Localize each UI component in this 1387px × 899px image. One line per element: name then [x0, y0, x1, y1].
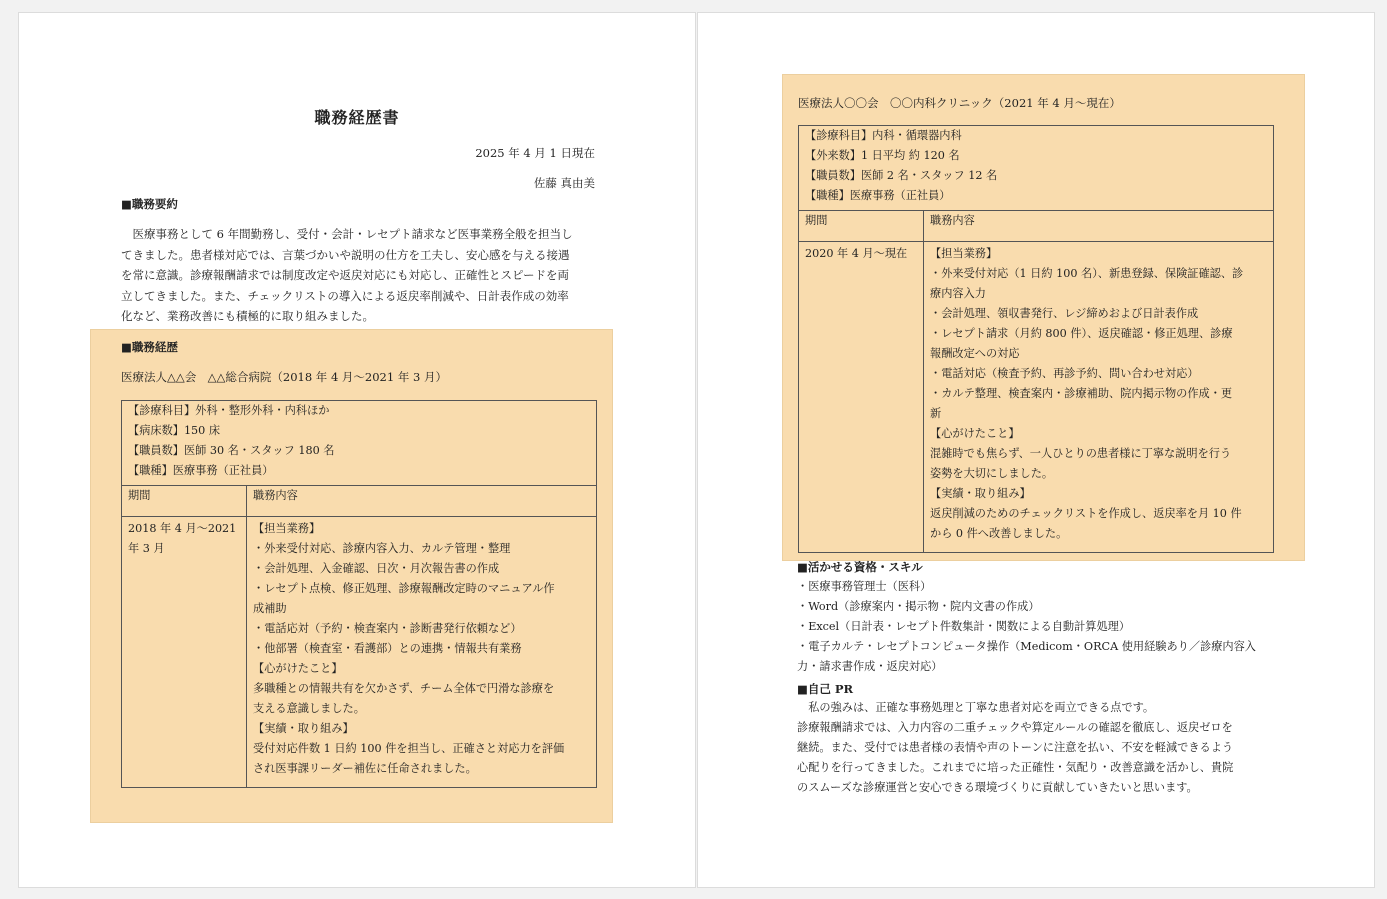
info-line: 【職種】医療事務（正社員） — [128, 464, 274, 477]
summary-heading: ■職務要約 — [121, 197, 178, 211]
content-line: 支える意識しました。 — [253, 702, 365, 715]
content-line: ・レセプト請求（月約 800 件）、返戻確認・修正処理、診療 — [930, 327, 1233, 340]
company-2-table — [798, 125, 1274, 553]
skills-section — [797, 559, 1277, 677]
column-header-period: 期間 — [799, 211, 924, 242]
author-name: 佐藤 真由美 — [533, 176, 595, 190]
career-heading: ■職務経歴 — [121, 340, 178, 354]
career-highlight-1 — [90, 329, 613, 823]
summary-line: 化など、業務改善にも積極的に取り組みました。 — [121, 309, 374, 323]
content-line: 多職種との情報共有を欠かさず、チーム全体で円滑な診療を — [253, 682, 555, 695]
pr-heading: ■自己 PR — [797, 682, 854, 696]
column-header-period: 期間 — [122, 486, 247, 517]
content-line: ・外来受付対応（1 日約 100 名）、新患登録、保険証確認、診 — [930, 267, 1244, 280]
content-line: 【担当業務】 — [253, 522, 321, 535]
skill-item: 力・請求書作成・返戻対応） — [797, 660, 943, 673]
content-cell — [924, 242, 1274, 553]
content-line: され医事課リーダー補佐に任命されました。 — [253, 762, 477, 775]
content-line: 新 — [930, 407, 942, 420]
company-1-name: 医療法人△△会 △△総合病院（2018 年 4 月～2021 年 3 月） — [121, 370, 447, 384]
content-line: 療内容入力 — [930, 287, 986, 300]
content-line: ・レセプト点検、修正処理、診療報酬改定時のマニュアル作 — [253, 582, 555, 595]
content-line: ・電話応対（予約・検査案内・診断書発行依頼など） — [253, 622, 522, 635]
info-line: 【外来数】1 日平均 約 120 名 — [805, 149, 960, 162]
content-line: 【心がけたこと】 — [930, 427, 1020, 440]
skills-heading: ■活かせる資格・スキル — [797, 560, 923, 574]
info-line: 【職種】医療事務（正社員） — [805, 189, 951, 202]
pr-line: 継続。また、受付では患者様の表情や声のトーンに注意を払い、不安を軽減できるよう — [797, 741, 1234, 754]
skill-item: ・電子カルテ・レセプトコンピュータ操作（Medicom・ORCA 使用経験あり／診療内容入 — [797, 640, 1256, 653]
content-line: 成補助 — [253, 602, 287, 615]
column-header-content: 職務内容 — [924, 211, 1274, 242]
period-cell — [122, 517, 247, 788]
pr-line: 心配りを行ってきました。これまでに培った正確性・気配り・改善意識を活かし、貴院 — [797, 761, 1234, 774]
info-line: 【職員数】医師 30 名・スタッフ 180 名 — [128, 444, 335, 457]
period-line: 2020 年 4 月～現在 — [805, 247, 908, 260]
info-line: 【診療科目】内科・循環器内科 — [805, 129, 962, 142]
content-line: 【担当業務】 — [930, 247, 998, 260]
skill-item: ・Word（診療案内・掲示物・院内文書の作成） — [797, 600, 1040, 613]
summary-line: 医療事務として 6 年間勤務し、受付・会計・レセプト請求など医事業務全般を担当し — [121, 227, 573, 241]
content-line: ・電話対応（検査予約、再診予約、問い合わせ対応） — [930, 367, 1199, 380]
summary-line: 立してきました。また、チェックリストの導入による返戻率削減や、日計表作成の効率 — [121, 288, 569, 303]
content-line: 混雑時でも焦らず、一人ひとりの患者様に丁寧な説明を行う — [930, 447, 1232, 460]
company-1-table — [121, 400, 597, 788]
skill-item: ・Excel（日計表・レセプト件数集計・関数による自動計算処理） — [797, 620, 1131, 633]
document-page-left — [18, 12, 696, 888]
period-cell — [799, 242, 924, 553]
content-line: ・カルテ整理、検査案内・診療補助、院内掲示物の作成・更 — [930, 387, 1233, 400]
summary-line: てきました。患者様対応では、言葉づかいや説明の仕方を工夫し、安心感を与える接遇 — [121, 247, 570, 262]
content-cell — [247, 517, 597, 788]
skill-item: ・医療事務管理士（医科） — [797, 580, 932, 593]
info-line: 【診療科目】外科・整形外科・内科ほか — [128, 404, 330, 417]
content-line: ・会計処理、領収書発行、レジ締めおよび日計表作成 — [930, 307, 1199, 320]
content-line: 受付対応件数 1 日約 100 件を担当し、正確さと対応力を評価 — [253, 742, 565, 755]
column-header-content: 職務内容 — [247, 486, 597, 517]
document-title: 職務経歴書 — [314, 108, 400, 127]
content-line: ・他部署（検査室・看護部）との連携・情報共有業務 — [253, 642, 522, 655]
document-page-right — [697, 12, 1375, 888]
career-highlight-2 — [782, 74, 1305, 561]
content-line: から 0 件へ改善しました。 — [930, 527, 1068, 540]
content-line: 姿勢を大切にしました。 — [930, 467, 1054, 480]
company-2-name: 医療法人〇〇会 〇〇内科クリニック（2021 年 4 月～現在） — [798, 96, 1121, 110]
document-date: 2025 年 4 月 1 日現在 — [475, 146, 595, 160]
summary-line: を常に意識。診療報酬請求では制度改定や返戻対応にも対応し、正確性とスピードを両 — [121, 268, 570, 282]
content-line: ・会計処理、入金確認、日次・月次報告書の作成 — [253, 562, 500, 575]
content-line: 【心がけたこと】 — [253, 662, 343, 675]
content-line: 【実績・取り組み】 — [253, 722, 354, 735]
period-line: 年 3 月 — [128, 542, 165, 555]
pr-line: 診療報酬請求では、入力内容の二重チェックや算定ルールの確認を徹底し、返戻ゼロを — [797, 721, 1233, 734]
company-2-info — [799, 126, 1274, 211]
pr-line: 私の強みは、正確な事務処理と丁寧な患者対応を両立できる点です。 — [797, 701, 1155, 714]
company-1-info — [122, 401, 597, 486]
skills-list — [797, 577, 1277, 677]
content-line: 報酬改定への対応 — [930, 347, 1020, 360]
pr-section — [797, 681, 1277, 798]
summary-text — [121, 224, 601, 327]
info-line: 【病床数】150 床 — [128, 424, 221, 437]
content-line: ・外来受付対応、診療内容入力、カルテ管理・整理 — [253, 542, 511, 555]
summary-section — [121, 196, 601, 327]
content-line: 返戻削減のためのチェックリストを作成し、返戻率を月 10 件 — [930, 507, 1242, 520]
pr-line: のスムーズな診療運営と安心できる環境づくりに貢献していきたいと思います。 — [797, 781, 1198, 794]
info-line: 【職員数】医師 2 名・スタッフ 12 名 — [805, 169, 998, 182]
content-line: 【実績・取り組み】 — [930, 487, 1031, 500]
period-line: 2018 年 4 月～2021 — [128, 522, 237, 535]
pr-text — [797, 698, 1277, 798]
